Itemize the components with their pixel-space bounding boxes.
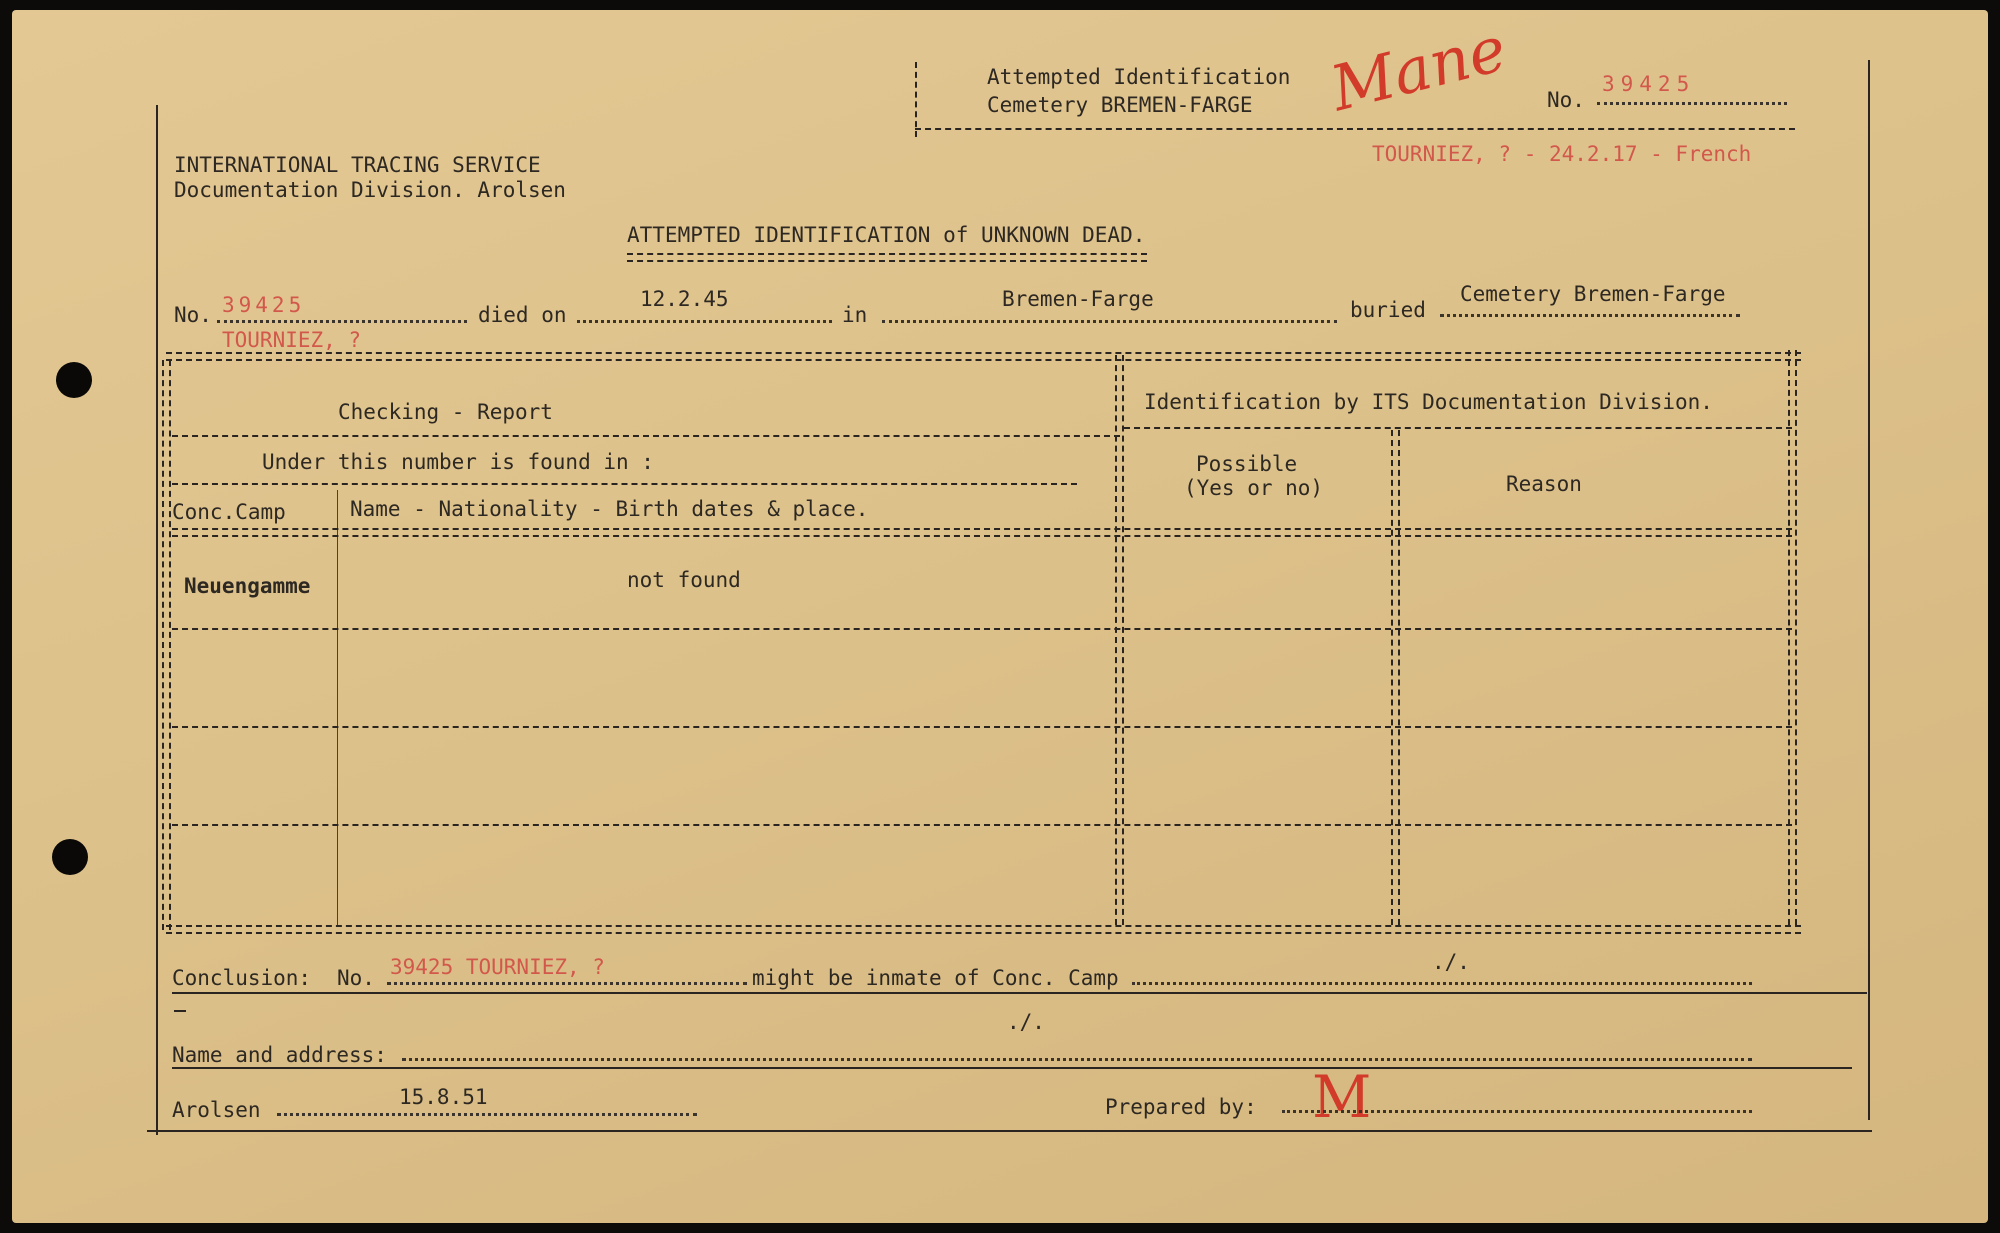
- camp-dots: [1132, 982, 1752, 985]
- record-no-label: No.: [174, 303, 212, 327]
- name-address-tick: [174, 1010, 186, 1012]
- under-number-text: Under this number is found in :: [262, 450, 654, 474]
- checking-report-header: Checking - Report: [338, 400, 553, 424]
- org-line-2: Documentation Division. Arolsen: [174, 178, 566, 202]
- row-1-camp: Neuengamme: [184, 574, 311, 598]
- identification-header: Identification by ITS Documentation Division.: [1144, 390, 1713, 414]
- name-address-label: Name and address:: [172, 1043, 387, 1067]
- table-bottom-border: [166, 925, 1801, 934]
- prepared-initial: M: [1312, 1063, 1372, 1131]
- buried-value: Cemetery Bremen-Farge: [1460, 282, 1726, 306]
- frame-right-line: [1868, 60, 1870, 1120]
- frame-left-line: [156, 105, 158, 1135]
- header-rule-right: [1124, 427, 1792, 429]
- prepared-by-label: Prepared by:: [1105, 1095, 1257, 1119]
- prepared-dots: [1282, 1110, 1752, 1113]
- in-label: in: [842, 303, 868, 327]
- header-rule-left: [172, 435, 1120, 437]
- attempted-identification-stamp: Attempted Identification: [987, 65, 1291, 89]
- table-left-border: [162, 360, 171, 930]
- in-dots: [882, 320, 1337, 323]
- in-value: Bremen-Farge: [1002, 287, 1154, 311]
- under-number-rule: [172, 483, 1077, 485]
- name-column-header: Name - Nationality - Birth dates & place.: [350, 497, 869, 521]
- title-underline: [627, 253, 1147, 262]
- row-3-bottom-rule: [172, 824, 1792, 826]
- died-dots: [577, 320, 832, 323]
- punch-hole-top: [56, 362, 92, 398]
- conclusion-dots: [387, 982, 747, 985]
- handwritten-mark: Mane: [1323, 11, 1514, 126]
- date-value: 15.8.51: [399, 1085, 488, 1109]
- top-number-value: 39425: [1602, 72, 1696, 96]
- table-top-border: [166, 352, 1801, 361]
- buried-dots: [1440, 314, 1740, 317]
- might-be-text: might be inmate of Conc. Camp: [752, 966, 1119, 990]
- index-card: [12, 10, 1988, 1223]
- frame-bottom-line: [147, 1130, 1872, 1132]
- punch-hole-bottom: [52, 839, 88, 875]
- stamp-box-bottom: [915, 128, 1795, 130]
- camp-value: ./.: [1432, 950, 1470, 974]
- conclusion-label: Conclusion:: [172, 966, 312, 990]
- table-possible-divider: [1391, 430, 1400, 925]
- table-right-border: [1788, 350, 1797, 925]
- died-value: 12.2.45: [640, 287, 729, 311]
- arolsen-label: Arolsen: [172, 1098, 261, 1122]
- died-label: died on: [478, 303, 567, 327]
- conclusion-value: 39425 TOURNIEZ, ?: [390, 955, 605, 979]
- row-1-name: not found: [627, 568, 741, 592]
- org-line-1: INTERNATIONAL TRACING SERVICE: [174, 153, 541, 177]
- top-number-dots: [1597, 102, 1787, 105]
- column-header-rule: [172, 528, 1792, 537]
- buried-label: buried: [1350, 298, 1426, 322]
- row-1-bottom-rule: [172, 628, 1792, 630]
- name-address-rule: [172, 1067, 1852, 1069]
- table-camp-divider: [337, 490, 338, 925]
- record-no-dots: [217, 320, 467, 323]
- form-title: ATTEMPTED IDENTIFICATION of UNKNOWN DEAD.: [627, 223, 1146, 247]
- name-address-value: ./.: [1007, 1010, 1045, 1034]
- camp-column-header: Conc.Camp: [172, 500, 286, 524]
- top-number-label: No.: [1547, 88, 1585, 112]
- record-no-value: 39425: [222, 293, 306, 317]
- name-address-dots: [402, 1058, 1752, 1061]
- cemetery-stamp: Cemetery BREMEN-FARGE: [987, 93, 1253, 117]
- reason-header: Reason: [1506, 472, 1582, 496]
- table-center-divider: [1115, 355, 1124, 925]
- record-name-value: TOURNIEZ, ?: [222, 328, 362, 352]
- possible-header-1: Possible: [1196, 452, 1298, 476]
- date-dots: [277, 1113, 697, 1116]
- conclusion-rule: [172, 992, 1867, 994]
- possible-header-2: (Yes or no): [1184, 476, 1324, 500]
- red-identity-line: TOURNIEZ, ? - 24.2.17 - French: [1372, 142, 1752, 166]
- stamp-box-left: [915, 62, 917, 137]
- conclusion-no-label: No.: [337, 966, 375, 990]
- row-2-bottom-rule: [172, 726, 1792, 728]
